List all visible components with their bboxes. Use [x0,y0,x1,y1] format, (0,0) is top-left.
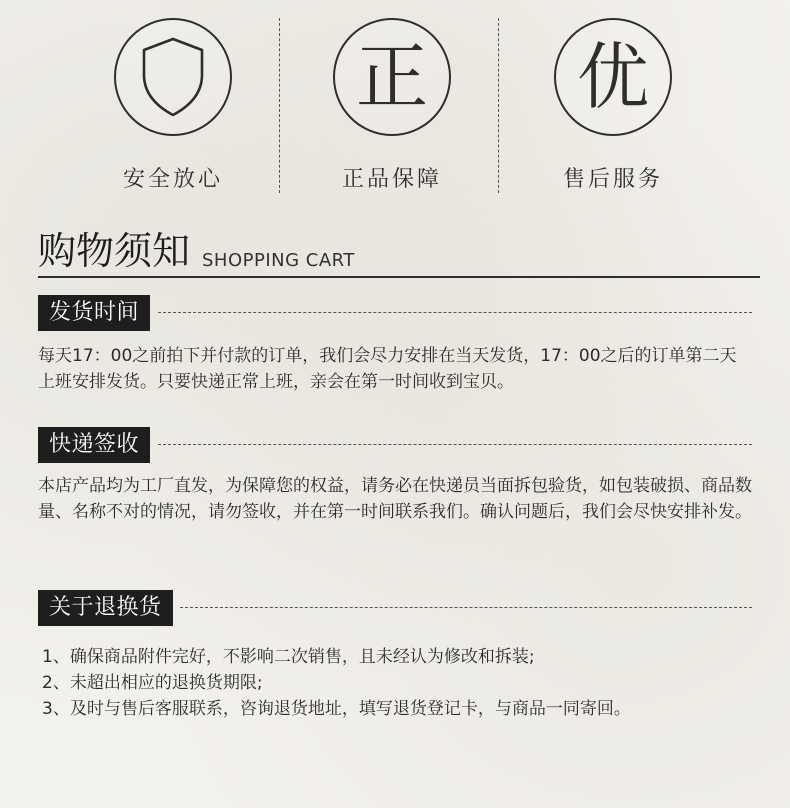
returns-list [38,644,752,722]
section-text [38,473,752,525]
section-tag: 快递签收 [38,427,150,463]
badge-genuine [282,18,502,193]
shield-icon [138,35,208,119]
page-subtitle: SHOPPING CART [202,250,355,271]
page-title: 购物须知 [38,229,191,273]
badge-safe [63,18,283,193]
badge-glyph: 正 [355,35,428,119]
dashed-rule [158,444,752,445]
list-item: 1、确保商品附件完好，不影响二次销售，且未经认为修改和拆装; [42,647,535,667]
badge-circle [554,18,672,136]
badge-circle [333,18,451,136]
section-text [38,343,752,395]
service-badges [0,0,790,200]
delivery-text: 本店产品均为工厂直发，为保障您的权益，请务必在快递员当面拆包验货，如包装破损、商品数量、名称不对的情况，请勿签收，并在第一时间联系我们。确认问题后，我们会尽快安排补发。 [38,476,752,522]
section-header [38,427,752,463]
section-tag: 关于退换货 [38,590,173,626]
section-header [38,295,752,331]
badge-service [503,18,723,193]
section-tag: 发货时间 [38,295,150,331]
list-item: 3、及时与售后客服联系，咨询退货地址，填写退货登记卡，与商品一同寄回。 [42,699,631,719]
shipping-text: 每天17：00之前拍下并付款的订单，我们会尽力安排在当天发货，17：00之后的订单第二天上班安排发货。只要快递正常上班，亲会在第一时间收到宝贝。 [38,346,737,392]
divider [498,18,499,193]
divider [279,18,280,193]
badge-glyph: 优 [576,35,649,119]
section-header [38,590,752,626]
badge-label: 售后服务 [562,167,663,192]
list-item: 2、未超出相应的退换货期限; [42,673,263,693]
badge-label: 安全放心 [122,167,223,192]
section-returns [38,590,752,722]
dashed-rule [158,312,752,313]
section-delivery [38,427,752,525]
badge-circle [114,18,232,136]
section-shipping [38,295,752,395]
page-title-row [38,228,760,278]
dashed-rule [180,607,752,608]
badge-label: 正品保障 [341,167,442,192]
